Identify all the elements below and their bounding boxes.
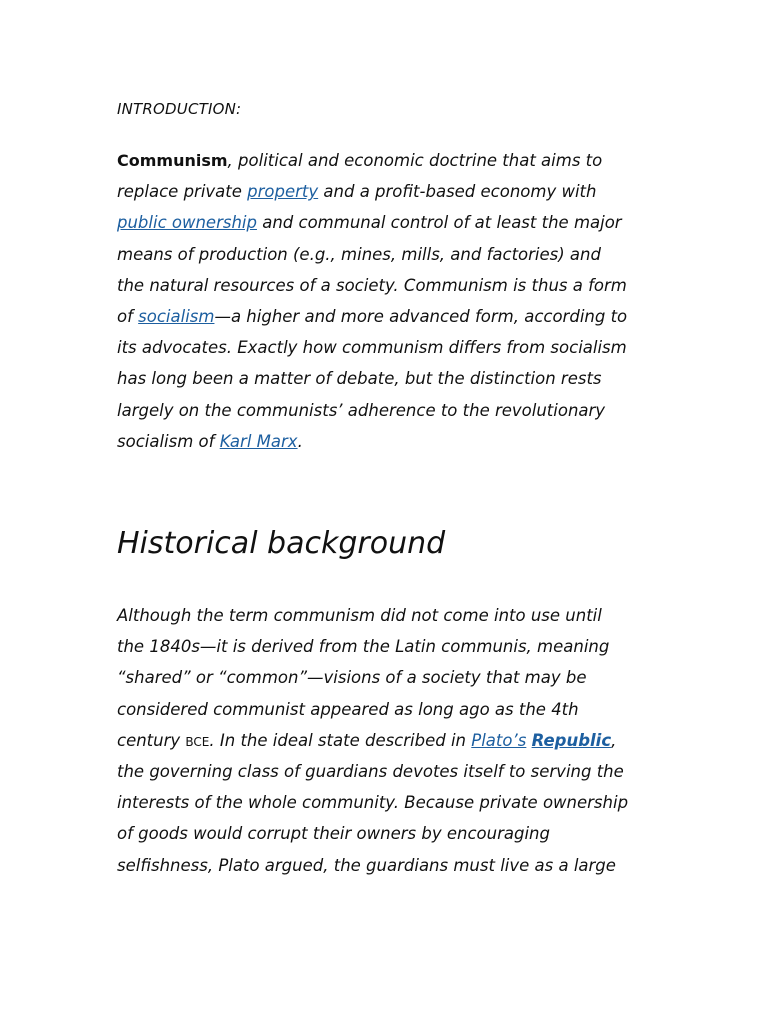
text-line: interests of the whole community. Because private ownership: [117, 793, 629, 813]
text-run: of: [117, 306, 139, 326]
text-run: , political and economic doctrine that aims to: [227, 151, 603, 170]
text-line: [117, 207, 627, 238]
introduction-heading: INTRODUCTION:: [117, 100, 242, 118]
text-line: [117, 145, 627, 176]
text-line: means of production (e.g., mines, mills, and factories) and: [117, 244, 601, 264]
text-line: [117, 426, 627, 457]
bce-abbreviation: BCE: [185, 734, 210, 749]
text-run: —a higher and more advanced form, according to: [214, 306, 628, 326]
historical-background-paragraph: [117, 600, 628, 881]
text-line: largely on the communists’ adherence to the revolutionary: [117, 400, 606, 420]
text-line: [117, 301, 627, 332]
text-run: replace private: [117, 182, 248, 202]
public-ownership-link[interactable]: public ownership: [117, 213, 257, 233]
text-line: of goods would corrupt their owners by encouraging: [117, 824, 550, 844]
text-run: socialism of: [117, 431, 220, 451]
text-line: [117, 725, 628, 756]
text-line: has long been a matter of debate, but the distinction rests: [117, 369, 602, 389]
property-link[interactable]: property: [247, 182, 319, 202]
text-line: considered communist appeared as long ago as the 4th: [117, 699, 579, 719]
republic-link[interactable]: Republic: [531, 730, 612, 750]
text-run: .: [297, 431, 303, 451]
text-line: its advocates. Exactly how communism differs from socialism: [117, 338, 627, 358]
text-run: ,: [611, 730, 617, 750]
karl-marx-link[interactable]: Karl Marx: [219, 431, 298, 451]
text-run: and a profit-based economy with: [318, 182, 597, 202]
text-line: “shared” or “common”—visions of a society that may be: [117, 668, 587, 688]
historical-background-heading: Historical background: [117, 526, 446, 561]
introduction-paragraph: [117, 145, 627, 457]
text-line: the natural resources of a society. Communism is thus a form: [117, 275, 627, 295]
text-run: . In the ideal state described in: [209, 730, 472, 750]
text-line: selfishness, Plato argued, the guardians must live as a large: [117, 855, 616, 875]
communism-term: Communism: [117, 151, 228, 170]
text-line: Although the term communism did not come into use until: [117, 606, 602, 625]
platos-link[interactable]: Plato’s: [471, 730, 527, 750]
text-line: the governing class of guardians devotes itself to serving the: [117, 761, 624, 781]
text-run: century: [117, 730, 186, 750]
text-run: and communal control of at least the major: [256, 213, 622, 233]
socialism-link[interactable]: socialism: [138, 306, 215, 326]
text-line: the 1840s—it is derived from the Latin communis, meaning: [117, 637, 610, 657]
text-line: [117, 176, 627, 207]
